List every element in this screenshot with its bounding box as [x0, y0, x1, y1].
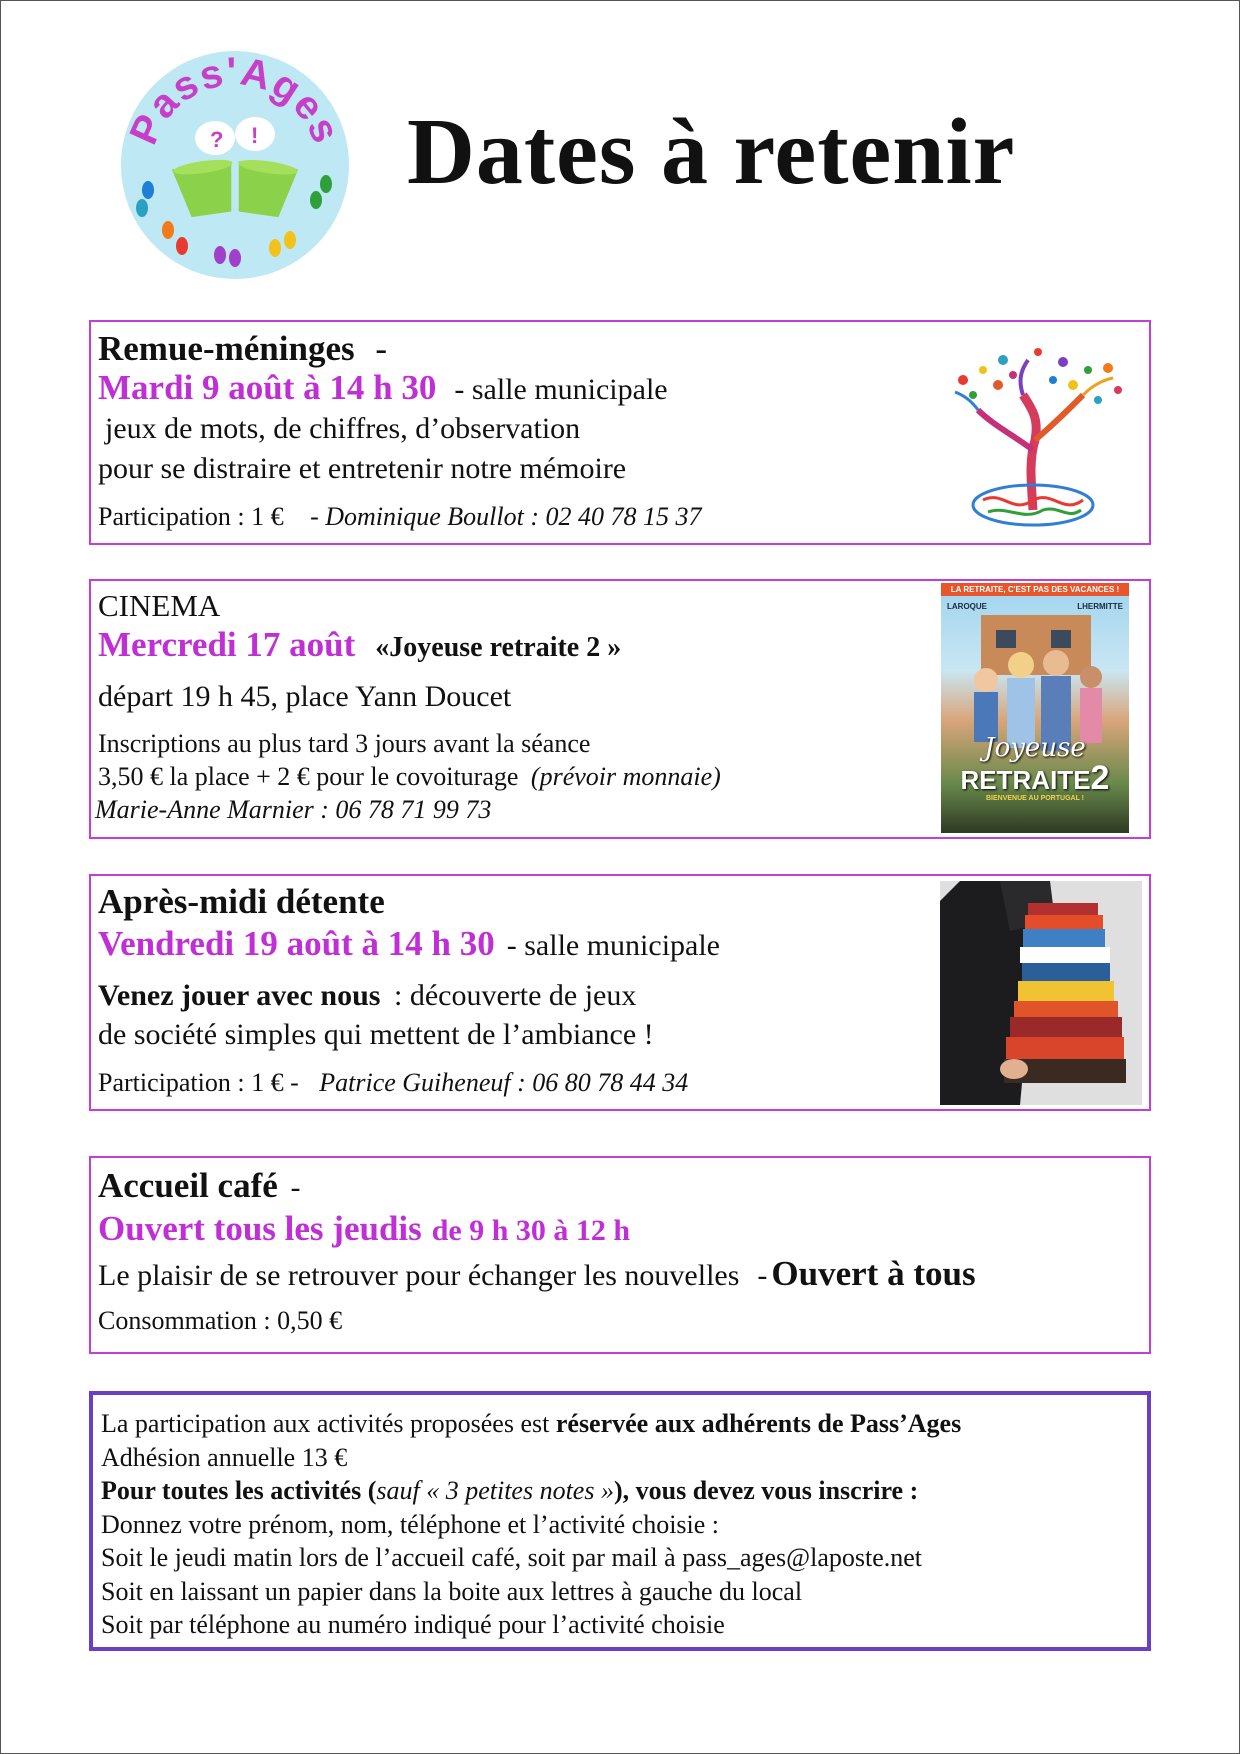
event-description-1: : découverte de jeux	[393, 979, 637, 1012]
board-games-stack-photo	[940, 881, 1142, 1105]
event-location: - salle municipale	[454, 373, 668, 406]
poster-big-title: RETRAITE	[960, 765, 1091, 795]
poster-actor-left: LAROQUE	[947, 602, 987, 611]
event-description-1: jeux de mots, de chiffres, d’observation	[105, 412, 581, 445]
event-price: 3,50 € la place + 2 € pour le covoiturage	[98, 762, 519, 791]
event-contact: Patrice Guiheneuf : 06 80 78 44 34	[319, 1068, 689, 1097]
poster-banner: LA RETRAITE, C'EST PAS DES VACANCES !	[941, 583, 1129, 596]
page-title: Dates à retenir	[407, 100, 1016, 204]
info-line-1	[101, 1407, 1147, 1441]
info-option-phone: Soit par téléphone au numéro indiqué pour l’activité choisie	[101, 1610, 725, 1639]
poster-number: 2	[1090, 759, 1110, 797]
event-price: Participation : 1 €	[98, 502, 284, 531]
film-title: «Joyeuse retraite 2 »	[375, 632, 622, 663]
event-location: - salle municipale	[506, 929, 721, 962]
event-separator: -	[375, 329, 388, 368]
info-participation-text: La participation aux activités proposées est	[101, 1409, 550, 1438]
event-date: Vendredi 19 août à 14 h 30	[98, 924, 495, 963]
event-date: Mardi 9 août à 14 h 30	[98, 368, 437, 407]
event-price: Consommation : 0,50 €	[98, 1306, 343, 1335]
event-description: Le plaisir de se retrouver pour échanger les nouvelles	[98, 1259, 740, 1292]
event-contact: Marie-Anne Marnier : 06 78 71 99 73	[95, 795, 492, 824]
event-name: Après-midi détente	[98, 882, 385, 921]
movie-poster	[941, 583, 1129, 833]
event-registration: Inscriptions au plus tard 3 jours avant la séance	[98, 729, 591, 758]
logo-question-mark: ?	[210, 127, 224, 152]
event-contact: - Dominique Boullot : 02 40 78 15 37	[310, 502, 702, 531]
event-price-note: (prévoir monnaie)	[530, 762, 721, 791]
event-card-remue-meninges	[89, 320, 1151, 545]
info-give-details: Donnez votre prénom, nom, téléphone et l’activité choisie :	[101, 1509, 720, 1539]
logo-exclamation-mark: !	[251, 123, 259, 148]
info-option-letterbox: Soit en laissant un papier dans la boite aux lettres à gauche du local	[101, 1576, 803, 1606]
event-open-to-all: Ouvert à tous	[771, 1254, 976, 1293]
event-invite: Venez jouer avec nous	[98, 979, 381, 1012]
logo-brand-text: Pass'Ages	[121, 50, 349, 151]
event-name: Accueil café	[98, 1166, 278, 1205]
event-time: de 9 h 30 à 12 h	[431, 1214, 631, 1247]
event-open-separator: -	[757, 1259, 768, 1292]
event-name: CINEMA	[98, 588, 221, 623]
poster-actor-right: LHERMITTE	[1077, 602, 1123, 611]
event-card-accueil-cafe	[89, 1156, 1151, 1354]
event-separator: -	[290, 1171, 301, 1204]
tree-brain-illustration	[943, 340, 1128, 530]
poster-script-title: Joyeuse	[984, 733, 1086, 763]
event-card-apres-midi-detente	[89, 874, 1151, 1111]
event-date: Ouvert tous les jeudis	[98, 1209, 422, 1248]
pass-ages-logo	[120, 50, 350, 280]
info-members-only: réservée aux adhérents de Pass’Ages	[555, 1409, 962, 1438]
event-departure: départ 19 h 45, place Yann Doucet	[98, 680, 512, 713]
registration-info-box	[89, 1391, 1151, 1651]
event-date: Mercredi 17 août	[98, 625, 356, 664]
event-description-2: pour se distraire et entretenir notre mémoire	[98, 452, 627, 485]
event-price: Participation : 1 € -	[98, 1068, 299, 1097]
poster-tagline: BIENVENUE AU PORTUGAL !	[985, 795, 1084, 802]
info-membership-fee: Adhésion annuelle 13 €	[101, 1442, 348, 1472]
info-registration-required: Pour toutes les activités (sauf « 3 petites notes »), vous devez vous inscrire :	[101, 1476, 919, 1505]
event-name: Remue-méninges	[98, 329, 355, 368]
event-card-cinema	[89, 579, 1151, 839]
info-option-cafe-or-mail: Soit le jeudi matin lors de l’accueil café, soit par mail à pass_ages@laposte.net	[101, 1543, 923, 1572]
event-description-2: de société simples qui mettent de l’ambiance !	[98, 1018, 654, 1051]
